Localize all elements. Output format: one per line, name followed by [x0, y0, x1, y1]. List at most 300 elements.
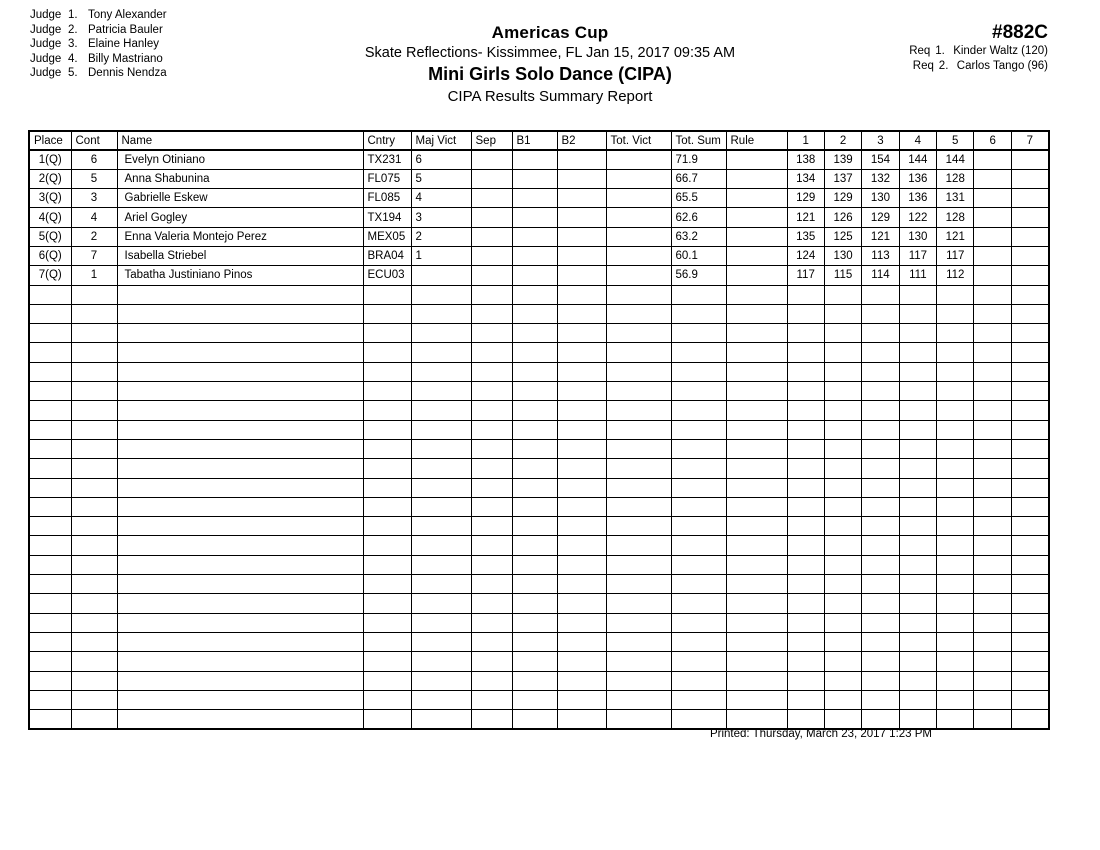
cell-empty — [557, 536, 606, 555]
cell-judge-score-5: 117 — [937, 246, 974, 265]
cell-b2 — [557, 227, 606, 246]
cell-empty — [29, 575, 71, 594]
cell-empty — [726, 497, 787, 516]
cell-empty — [937, 613, 974, 632]
cell-empty — [471, 478, 512, 497]
column-header-b1: B1 — [512, 131, 557, 150]
cell-empty — [726, 382, 787, 401]
cell-empty — [411, 401, 471, 420]
cell-judge-score-3: 113 — [862, 246, 899, 265]
cell-judge-score-3: 121 — [862, 227, 899, 246]
cell-empty — [29, 536, 71, 555]
cell-empty — [1011, 382, 1048, 401]
cell-empty — [471, 555, 512, 574]
cell-judge-score-7 — [1011, 246, 1048, 265]
cell-empty — [726, 478, 787, 497]
cell-b1 — [512, 266, 557, 285]
cell-empty — [824, 710, 861, 729]
cell-empty — [71, 652, 117, 671]
cell-empty — [862, 671, 899, 690]
cell-empty — [899, 497, 936, 516]
venue-and-datetime: Skate Reflections- Kissimmee, FL Jan 15, 2017 09:35 AM — [364, 45, 736, 61]
cell-empty — [71, 517, 117, 536]
cell-empty — [71, 324, 117, 343]
cell-major-victories: 4 — [411, 189, 471, 208]
cell-empty — [899, 555, 936, 574]
cell-judge-score-4: 117 — [899, 246, 936, 265]
cell-empty — [557, 459, 606, 478]
judge-name: Dennis Nendza — [88, 67, 167, 79]
cell-empty — [512, 343, 557, 362]
cell-empty — [862, 362, 899, 381]
cell-empty — [726, 575, 787, 594]
cell-separation — [471, 169, 512, 188]
cell-empty — [1011, 401, 1048, 420]
cell-total-victories — [606, 208, 671, 227]
cell-b1 — [512, 208, 557, 227]
cell-empty — [471, 575, 512, 594]
cell-empty — [557, 324, 606, 343]
table-row-empty — [29, 555, 1049, 574]
cell-b1 — [512, 189, 557, 208]
event-number-badge: #882C — [992, 22, 1048, 43]
cell-empty — [411, 632, 471, 651]
cell-empty — [726, 285, 787, 304]
cell-empty — [363, 690, 411, 709]
cell-total-sum: 62.6 — [671, 208, 726, 227]
cell-empty — [471, 497, 512, 516]
cell-total-sum: 56.9 — [671, 266, 726, 285]
cell-empty — [512, 652, 557, 671]
cell-empty — [726, 536, 787, 555]
cell-empty — [974, 652, 1011, 671]
cell-b1 — [512, 169, 557, 188]
cell-judge-score-7 — [1011, 189, 1048, 208]
cell-empty — [29, 324, 71, 343]
cell-empty — [824, 517, 861, 536]
cell-rule — [726, 246, 787, 265]
cell-empty — [862, 710, 899, 729]
column-header-tot-vict: Tot. Vict — [606, 131, 671, 150]
table-row-empty — [29, 401, 1049, 420]
cell-judge-score-1: 138 — [787, 150, 824, 169]
cell-judge-score-6 — [974, 169, 1011, 188]
cell-empty — [1011, 343, 1048, 362]
cell-b1 — [512, 246, 557, 265]
cell-empty — [787, 536, 824, 555]
cell-empty — [363, 652, 411, 671]
cell-empty — [557, 401, 606, 420]
cell-empty — [606, 536, 671, 555]
table-row-empty — [29, 459, 1049, 478]
cell-empty — [1011, 575, 1048, 594]
cell-empty — [671, 517, 726, 536]
cell-empty — [824, 478, 861, 497]
cell-empty — [411, 420, 471, 439]
cell-empty — [117, 613, 363, 632]
cell-empty — [1011, 594, 1048, 613]
cell-judge-score-7 — [1011, 227, 1048, 246]
table-row-empty — [29, 497, 1049, 516]
cell-b2 — [557, 150, 606, 169]
cell-empty — [71, 575, 117, 594]
cell-empty — [606, 710, 671, 729]
cell-total-victories — [606, 246, 671, 265]
judge-name: Billy Mastriano — [88, 52, 163, 65]
cell-empty — [974, 459, 1011, 478]
judge-label: Judge — [30, 67, 62, 79]
cell-empty — [117, 478, 363, 497]
cell-empty — [411, 536, 471, 555]
table-row-empty — [29, 632, 1049, 651]
cell-empty — [862, 304, 899, 323]
cell-empty — [606, 632, 671, 651]
cell-empty — [671, 497, 726, 516]
cell-empty — [363, 285, 411, 304]
cell-empty — [671, 632, 726, 651]
cell-empty — [411, 343, 471, 362]
cell-empty — [512, 362, 557, 381]
cell-empty — [862, 575, 899, 594]
cell-empty — [824, 671, 861, 690]
cell-empty — [117, 304, 363, 323]
cell-empty — [471, 439, 512, 458]
cell-empty — [557, 671, 606, 690]
cell-empty — [71, 710, 117, 729]
cell-empty — [726, 671, 787, 690]
cell-b1 — [512, 150, 557, 169]
cell-total-sum: 71.9 — [671, 150, 726, 169]
cell-empty — [117, 382, 363, 401]
cell-empty — [1011, 459, 1048, 478]
cell-empty — [512, 459, 557, 478]
cell-empty — [862, 652, 899, 671]
printed-timestamp: Printed: Thursday, March 23, 2017 1:23 PM — [709, 728, 932, 740]
cell-empty — [787, 671, 824, 690]
cell-empty — [411, 304, 471, 323]
cell-empty — [29, 517, 71, 536]
column-header-7: 7 — [1011, 131, 1048, 150]
cell-rule — [726, 208, 787, 227]
cell-judge-score-6 — [974, 266, 1011, 285]
cell-total-sum: 63.2 — [671, 227, 726, 246]
cell-empty — [471, 304, 512, 323]
cell-empty — [824, 324, 861, 343]
cell-judge-score-4: 130 — [899, 227, 936, 246]
cell-empty — [1011, 420, 1048, 439]
cell-empty — [671, 555, 726, 574]
cell-judge-score-6 — [974, 189, 1011, 208]
cell-empty — [512, 613, 557, 632]
column-header-b2: B2 — [557, 131, 606, 150]
cell-empty — [899, 594, 936, 613]
cell-empty — [899, 324, 936, 343]
cell-empty — [937, 555, 974, 574]
cell-empty — [29, 459, 71, 478]
cell-empty — [117, 671, 363, 690]
cell-separation — [471, 208, 512, 227]
judge-number: 3. — [68, 38, 78, 50]
cell-empty — [937, 594, 974, 613]
cell-empty — [862, 439, 899, 458]
cell-empty — [787, 285, 824, 304]
cell-empty — [411, 478, 471, 497]
cell-empty — [862, 459, 899, 478]
cell-empty — [899, 690, 936, 709]
cell-empty — [937, 420, 974, 439]
cell-separation — [471, 227, 512, 246]
cell-empty — [824, 439, 861, 458]
cell-empty — [363, 324, 411, 343]
cell-empty — [1011, 517, 1048, 536]
cell-empty — [726, 652, 787, 671]
cell-empty — [899, 517, 936, 536]
cell-empty — [606, 439, 671, 458]
cell-empty — [671, 690, 726, 709]
cell-empty — [1011, 439, 1048, 458]
cell-empty — [862, 690, 899, 709]
cell-empty — [726, 324, 787, 343]
cell-empty — [29, 555, 71, 574]
judge-name: Elaine Hanley — [88, 38, 159, 50]
cell-empty — [787, 420, 824, 439]
table-row-empty — [29, 575, 1049, 594]
cell-empty — [1011, 632, 1048, 651]
cell-empty — [512, 382, 557, 401]
table-row-empty — [29, 343, 1049, 362]
cell-empty — [557, 613, 606, 632]
cell-empty — [1011, 710, 1048, 729]
cell-empty — [411, 613, 471, 632]
cell-empty — [29, 594, 71, 613]
cell-empty — [787, 439, 824, 458]
cell-judge-score-5: 121 — [937, 227, 974, 246]
cell-empty — [824, 652, 861, 671]
cell-empty — [411, 575, 471, 594]
cell-empty — [1011, 536, 1048, 555]
cell-empty — [862, 594, 899, 613]
cell-empty — [606, 671, 671, 690]
cell-country-code: ECU03 — [363, 266, 411, 285]
cell-empty — [411, 690, 471, 709]
cell-judge-score-7 — [1011, 208, 1048, 227]
table-row — [29, 150, 1049, 169]
cell-judge-score-2: 126 — [824, 208, 861, 227]
cell-empty — [557, 285, 606, 304]
cell-empty — [671, 420, 726, 439]
cell-empty — [937, 401, 974, 420]
cell-place: 5(Q) — [29, 227, 71, 246]
cell-empty — [974, 285, 1011, 304]
cell-empty — [411, 497, 471, 516]
cell-empty — [787, 382, 824, 401]
table-row — [29, 169, 1049, 188]
cell-empty — [671, 382, 726, 401]
requirement-text: Carlos Tango (96) — [956, 59, 1048, 72]
cell-empty — [824, 285, 861, 304]
cell-empty — [726, 343, 787, 362]
cell-empty — [1011, 671, 1048, 690]
column-header-sep: Sep — [471, 131, 512, 150]
cell-empty — [363, 632, 411, 651]
cell-empty — [363, 439, 411, 458]
cell-empty — [557, 304, 606, 323]
cell-empty — [899, 459, 936, 478]
cell-empty — [29, 613, 71, 632]
cell-empty — [726, 304, 787, 323]
cell-empty — [862, 517, 899, 536]
cell-empty — [824, 382, 861, 401]
requirement-number: 2. — [938, 59, 949, 72]
judge-label: Judge — [30, 23, 62, 36]
cell-empty — [606, 362, 671, 381]
cell-judge-score-1: 124 — [787, 246, 824, 265]
cell-contestant-number: 1 — [71, 266, 117, 285]
cell-empty — [824, 459, 861, 478]
cell-empty — [71, 285, 117, 304]
cell-empty — [862, 382, 899, 401]
cell-judge-score-2: 139 — [824, 150, 861, 169]
cell-judge-score-4: 111 — [899, 266, 936, 285]
cell-empty — [937, 382, 974, 401]
cell-empty — [671, 285, 726, 304]
cell-empty — [117, 652, 363, 671]
cell-place: 4(Q) — [29, 208, 71, 227]
cell-empty — [411, 362, 471, 381]
table-row-empty — [29, 671, 1049, 690]
cell-judge-score-2: 137 — [824, 169, 861, 188]
cell-empty — [937, 517, 974, 536]
cell-empty — [726, 401, 787, 420]
cell-place: 6(Q) — [29, 246, 71, 265]
cell-judge-score-5: 128 — [937, 208, 974, 227]
cell-empty — [606, 555, 671, 574]
cell-empty — [606, 324, 671, 343]
cell-empty — [937, 459, 974, 478]
cell-empty — [671, 671, 726, 690]
cell-empty — [899, 536, 936, 555]
cell-empty — [787, 304, 824, 323]
cell-empty — [862, 555, 899, 574]
cell-contestant-number: 5 — [71, 169, 117, 188]
cell-empty — [512, 304, 557, 323]
cell-judge-score-7 — [1011, 169, 1048, 188]
cell-empty — [363, 343, 411, 362]
cell-empty — [557, 362, 606, 381]
cell-empty — [824, 497, 861, 516]
cell-empty — [937, 497, 974, 516]
cell-empty — [606, 459, 671, 478]
cell-empty — [726, 362, 787, 381]
cell-empty — [862, 497, 899, 516]
requirement-label: Req — [912, 59, 934, 72]
cell-empty — [1011, 362, 1048, 381]
cell-country-code: FL075 — [363, 169, 411, 188]
cell-empty — [974, 420, 1011, 439]
cell-empty — [824, 304, 861, 323]
cell-empty — [937, 690, 974, 709]
cell-empty — [512, 420, 557, 439]
cell-judge-score-5: 128 — [937, 169, 974, 188]
cell-empty — [787, 459, 824, 478]
column-header-2: 2 — [824, 131, 861, 150]
cell-judge-score-3: 114 — [862, 266, 899, 285]
cell-empty — [726, 555, 787, 574]
cell-empty — [557, 652, 606, 671]
cell-empty — [671, 401, 726, 420]
cell-b2 — [557, 189, 606, 208]
cell-empty — [606, 613, 671, 632]
cell-empty — [71, 304, 117, 323]
cell-contestant-number: 7 — [71, 246, 117, 265]
cell-empty — [899, 343, 936, 362]
cell-empty — [512, 478, 557, 497]
cell-empty — [974, 632, 1011, 651]
table-row-empty — [29, 382, 1049, 401]
cell-empty — [557, 555, 606, 574]
cell-empty — [937, 710, 974, 729]
cell-empty — [1011, 652, 1048, 671]
judge-label: Judge — [30, 9, 62, 21]
cell-empty — [937, 575, 974, 594]
cell-empty — [606, 420, 671, 439]
report-subtitle: CIPA Results Summary Report — [447, 88, 653, 105]
table-row-empty — [29, 285, 1049, 304]
cell-judge-score-3: 154 — [862, 150, 899, 169]
cell-empty — [29, 304, 71, 323]
cell-empty — [824, 575, 861, 594]
cell-contestant-number: 4 — [71, 208, 117, 227]
cell-empty — [71, 478, 117, 497]
cell-empty — [71, 690, 117, 709]
table-row-empty — [29, 517, 1049, 536]
cell-empty — [787, 517, 824, 536]
cell-empty — [726, 439, 787, 458]
cell-empty — [671, 439, 726, 458]
cell-country-code: MEX05 — [363, 227, 411, 246]
cell-empty — [824, 555, 861, 574]
cell-empty — [937, 362, 974, 381]
cell-empty — [117, 690, 363, 709]
cell-empty — [899, 439, 936, 458]
cell-empty — [117, 420, 363, 439]
cell-empty — [787, 594, 824, 613]
table-row-empty — [29, 420, 1049, 439]
cell-separation — [471, 246, 512, 265]
cell-empty — [974, 401, 1011, 420]
print-footer — [0, 728, 1048, 740]
cell-empty — [71, 594, 117, 613]
cell-empty — [1011, 497, 1048, 516]
cell-empty — [787, 652, 824, 671]
column-header-name: Name — [117, 131, 363, 150]
table-row-empty — [29, 324, 1049, 343]
cell-empty — [29, 382, 71, 401]
cell-skater-name: Enna Valeria Montejo Perez — [117, 227, 363, 246]
table-row-empty — [29, 690, 1049, 709]
judge-number: 2. — [68, 23, 78, 36]
cell-empty — [606, 575, 671, 594]
column-header-5: 5 — [937, 131, 974, 150]
cell-major-victories: 2 — [411, 227, 471, 246]
cell-empty — [512, 690, 557, 709]
cell-empty — [937, 478, 974, 497]
cell-empty — [606, 652, 671, 671]
cell-empty — [726, 690, 787, 709]
cell-rule — [726, 189, 787, 208]
cell-empty — [974, 362, 1011, 381]
cell-total-victories — [606, 150, 671, 169]
